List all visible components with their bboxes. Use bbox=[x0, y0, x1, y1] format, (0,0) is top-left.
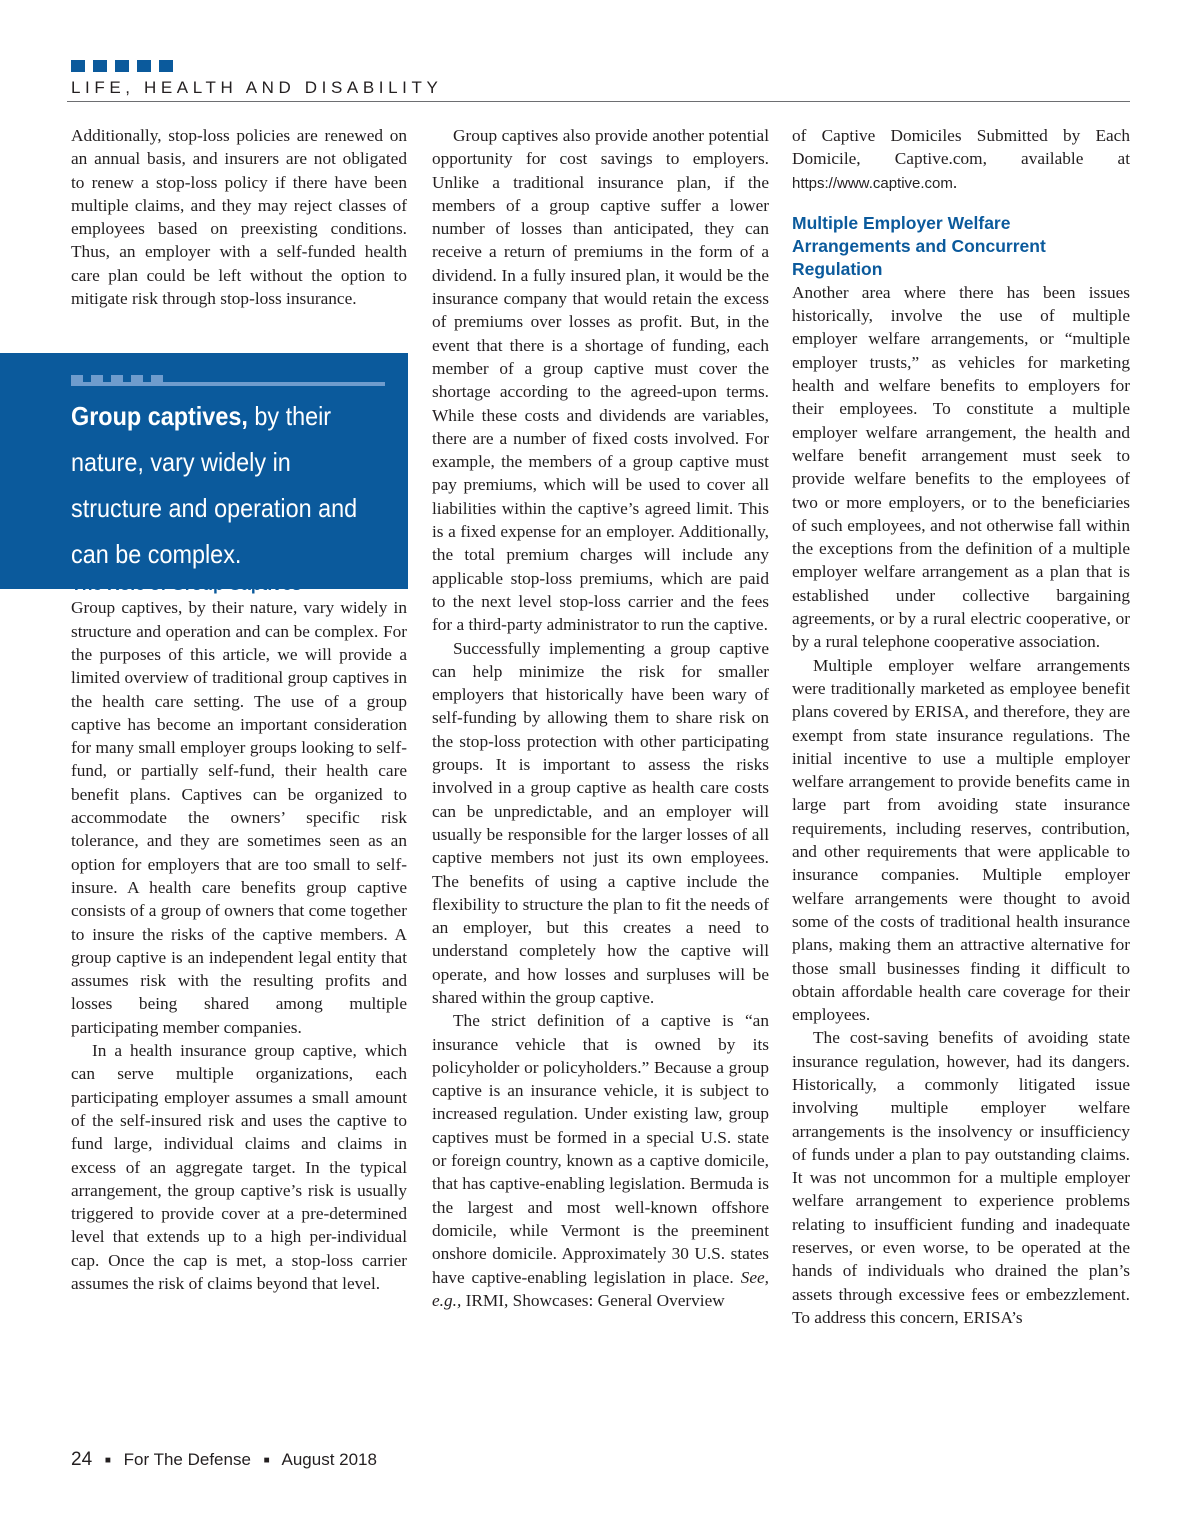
paragraph-tail: IRMI, Showcases: General Overview bbox=[461, 1290, 725, 1310]
paragraph: In a health insurance group captive, which can serve multiple organizations, each participating employer assumes a small amount of the self-insured risk and uses the captive to fund large, individual claims and claims in excess of an aggregate target. In the typical arrangement, the group captive’s risk is usually triggered to provide cover at a pre-determined level that extends up to a high per-individual cap. Once the cap is met, a stop-loss carrier assumes the risk of claims beyond that level. bbox=[71, 1041, 407, 1293]
paragraph-end: . bbox=[952, 172, 958, 192]
paragraph-text: of Captive Domiciles Submitted by Each Domicile, Captive.com, available at bbox=[792, 126, 1130, 169]
subheading-multiple-employer-welfare: Multiple Employer Welfare Arrangements and Concurrent Regulation bbox=[792, 212, 1046, 279]
column-2 bbox=[432, 124, 769, 1312]
page-number: 24 bbox=[71, 1449, 93, 1470]
captive-url-link[interactable]: https://www.captive.com bbox=[792, 174, 953, 192]
pullquote-box bbox=[0, 353, 408, 589]
paragraph-text: The strict definition of a captive is “an insurance vehicle that is owned by its policyholder or policyholders.” Because a group captive is an insurance vehicle, it is subject to increased regulation. Under existing law, group captives must be formed in a special U.S. state or foreign country, known as a captive domicile, that has captive-enabling legislation. Bermuda is the largest and most well-known offshore domicile, while Vermont is the preeminent onshore domicile. Approximately 30 U.S. states have captive-enabling legislation in place. bbox=[432, 1011, 769, 1287]
column-1 bbox=[71, 124, 407, 1295]
column-3 bbox=[792, 124, 1130, 1329]
paragraph: Additionally, stop-loss policies are renewed on an annual basis, and insurers are not obligated to renew a stop-loss policy if there have been multiple claims, and they may reject classes of employees based on preexisting conditions. Thus, an employer with a self-funded health care plan could be left without the option to mitigate risk through stop-loss insurance. bbox=[71, 126, 407, 309]
citation-signal: See, e.g., bbox=[432, 1267, 769, 1310]
header-squares-decoration bbox=[71, 60, 181, 72]
paragraph bbox=[792, 124, 1130, 195]
pullquote-rest: by their nature, vary widely in structure and operation and can be complex. bbox=[71, 401, 358, 569]
footer-separator-icon: ■ bbox=[263, 1455, 270, 1467]
pullquote-text bbox=[71, 393, 386, 577]
paragraph: Group captives, by their nature, vary widely in structure and operation and can be complex. For the purposes of this article, we will provide a limited overview of traditional group captives in the health care setting. The use of a group captive has become an important consideration for many small employer groups looking to self-fund, or partially self-fund, their health care benefit plans. Captives can be organized to accommodate the owners’ specific risk tolerance, and they are sometimes seen as an option for employers that are too small to self-insure. A health care benefits group captive consists of a group of owners that come together to insure the risks of the captive members. A group captive is an independent legal entity that assumes risk with the resulting profits and losses being shared among multiple participating member companies. bbox=[71, 598, 407, 1037]
paragraph: Group captives also provide another potential opportunity for cost savings to employers. Unlike a traditional insurance plan, if the members of a group captive suffer a lower number of losses than anticipated, they can receive a return of premiums in the form of a dividend. In a fully insured plan, it would be the insurance company that would retain the excess of premiums over losses as profit. But, in the event that there is a shortage of funding, each member of a group captive must cover the shortage according to the agreed-upon terms. While these costs and dividends are variables, there are a number of fixed costs involved. For example, the members of a group captive must pay premiums, which will be used to cover all liabilities within the captive’s agreed limit. This is a fixed expense for an employer. Additionally, the total premium charges will include any applicable stop-loss premiums, which are paid to the next level stop-loss carrier and the fees for a third-party administrator to run the captive. bbox=[432, 126, 769, 635]
issue-date: August 2018 bbox=[281, 1450, 377, 1469]
paragraph: Successfully implementing a group captive can help minimize the risk for smaller employers that historically have been wary of self-funding by allowing them to share risk on the stop-loss protection with other participating groups. It is important to assess the risks involved in a group captive as health care costs can be unpredictable, and an employer will usually be responsible for the larger losses of all captive members not just its own employees. The benefits of using a captive include the flexibility to structure the plan to fit the needs of an employer, but this creates a need to understand completely how the captive will operate, and how losses and surpluses will be shared within the group captive. bbox=[432, 638, 769, 1007]
paragraph: Multiple employer welfare arrangements were traditionally marketed as employee benefit plans covered by ERISA, and therefore, they are exempt from state insurance regulations. The initial incentive to use a multiple employer welfare arrangement to provide benefits came in large part from avoiding state insurance requirements, including reserves, contribution, and other requirements that were applicable to insurance companies. Multiple employer welfare arrangements were thought to avoid some of the costs of traditional health insurance plans, making them an attractive alternative for those small businesses finding it difficult to obtain affordable health care coverage for their employees. bbox=[792, 655, 1130, 1025]
footer-separator-icon: ■ bbox=[104, 1455, 111, 1467]
page-footer bbox=[71, 1449, 377, 1471]
paragraph: The cost-saving benefits of avoiding state insurance regulation, however, had its dangers. Historically, a commonly litigated issue involving multiple employer welfare arrangements is the insolvency or insufficiency of funds under a plan to pay outstanding claims. It was not uncommon for a multiple employer welfare arrangement to experience problems relating to insufficient funding and inadequate reserves, or even worse, to be operated at the hands of individuals who drained the plan’s assets through excessive fees or embezzlement. To address this concern, ERISA’s bbox=[792, 1028, 1130, 1327]
spacer bbox=[792, 195, 1130, 212]
pullquote-squares-decoration bbox=[71, 375, 171, 393]
section-title: LIFE, HEALTH AND DISABILITY bbox=[71, 78, 443, 97]
paragraph bbox=[432, 1009, 769, 1312]
paragraph: Another area where there has been issues historically, involve the use of multiple employer welfare arrangements, or “multiple employer trusts,” as vehicles for marketing health and welfare benefits to employers for their employees. To constitute a multiple employer welfare arrangement, the health and welfare benefit arrangement must seek to provide welfare benefits to the employees of two or more employers, or to the beneficiaries of such employees, and not otherwise fall within the exceptions from the definition of a multiple employer welfare arrangement as a plan that is established under collective bargaining agreements, or by a rural electric cooperative, or by a rural telephone cooperative association. bbox=[792, 282, 1130, 652]
header-rule bbox=[67, 101, 1130, 102]
pullquote-lead: Group captives, bbox=[71, 401, 248, 431]
publication-name: For The Defense bbox=[123, 1450, 251, 1469]
